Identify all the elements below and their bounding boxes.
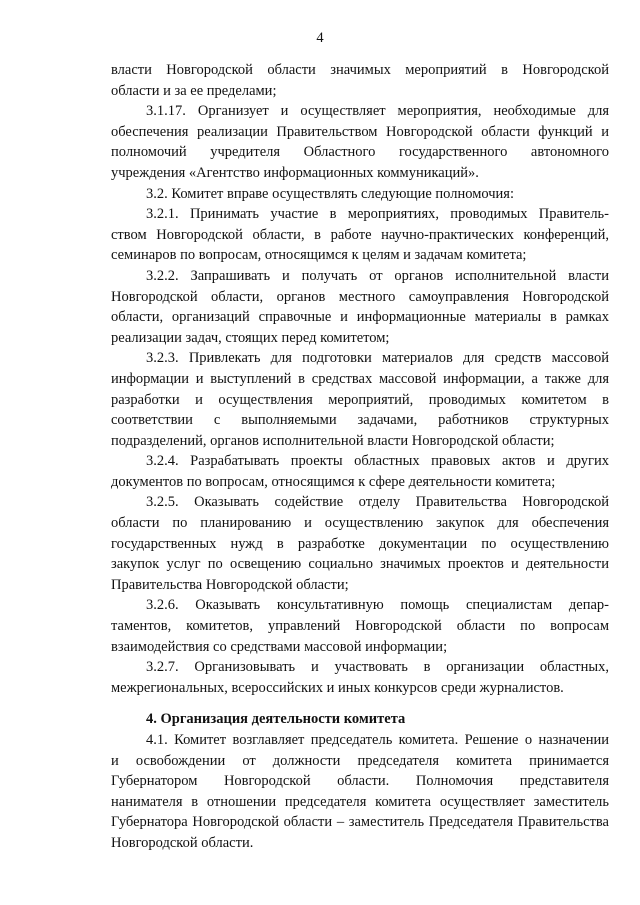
section-4-text	[111, 730, 609, 854]
text-line: 3.2.4. Разрабатывать проекты областных правовых актов и других	[146, 453, 609, 470]
text-line: и освобождении от должности председателя комитета принимается	[111, 752, 609, 769]
text-line: Новгородской области.	[111, 834, 254, 851]
text-line: 3.2.5. Оказывать содействие отделу Правительства Новгородской	[146, 494, 609, 511]
text-line: соответствии с выполняемыми задачами, работников структурных	[111, 412, 609, 429]
text-line: реализации задач, стоящих перед комитетом;	[111, 329, 390, 346]
text-line: 3.2.3. Привлекать для подготовки материалов для средств массовой	[146, 350, 609, 367]
text-line: закупок услуг по освещению социально значимых проектов и деятельности	[111, 556, 609, 573]
text-line: Новгородской области, органов местного самоуправления Новгородской	[111, 288, 609, 305]
text-line: Губернатором Новгородской области. Полномочия представителя	[111, 773, 609, 790]
section-4-heading: 4. Организация деятельности комитета	[146, 711, 406, 728]
text-line: учреждения «Агентство информационных коммуникаций».	[111, 164, 479, 181]
text-line: Правительства Новгородской области;	[111, 576, 349, 593]
section-gap	[111, 698, 609, 709]
text-line: области, организаций справочные и информационные материалы в рамках	[111, 309, 609, 326]
text-line: семинаров по вопросам, относящимся к целям и задачам комитета;	[111, 247, 527, 264]
text-line: межрегиональных, всероссийских и иных конкурсов среди журналистов.	[111, 679, 564, 696]
text-line: взаимодействия со средствами массовой информации;	[111, 638, 448, 655]
text-line: обеспечения реализации Правительством Новгородской области функций и	[111, 123, 609, 140]
text-line: 3.2.1. Принимать участие в мероприятиях, проводимых Правитель-	[146, 206, 609, 223]
text-line: 3.2.7. Организовывать и участвовать в организации областных,	[146, 659, 609, 676]
text-line: информации и выступлений в средствах массовой информации, а также для	[111, 370, 609, 387]
text-line: разработки и осуществления мероприятий, проводимых комитетом в	[111, 391, 609, 408]
text-line: подразделений, органов исполнительной власти Новгородской области;	[111, 432, 555, 449]
section-3-text	[111, 60, 609, 698]
text-line: области по планированию и осуществлению закупок для обеспечения	[111, 515, 609, 532]
text-line: области и за ее пределами;	[111, 82, 277, 99]
text-line: полномочий учредителя Областного государственного автономного	[111, 144, 609, 161]
page-number: 4	[316, 30, 324, 46]
text-line: Губернатора Новгородской области – заместитель Председателя Правительства	[111, 814, 609, 831]
text-line: власти Новгородской области значимых мероприятий в Новгородской	[111, 62, 609, 78]
text-line: документов по вопросам, относящимся к сфере деятельности комитета;	[111, 473, 556, 490]
text-line: 3.2.2. Запрашивать и получать от органов исполнительной власти	[146, 267, 609, 284]
text-line: 4.1. Комитет возглавляет председатель комитета. Решение о назначении	[146, 732, 609, 748]
text-line: ством Новгородской области, в работе научно-практических конференций,	[111, 226, 609, 243]
text-line: таментов, комитетов, управлений Новгородской области по вопросам	[111, 618, 609, 635]
text-line: государственных нужд в разработке документации по осуществлению	[111, 535, 609, 552]
text-line: 3.1.17. Организует и осуществляет мероприятия, необходимые для	[146, 103, 609, 120]
text-line: нанимателя в отношении председателя комитета осуществляет заместитель	[111, 793, 609, 810]
text-line: 3.2. Комитет вправе осуществлять следующие полномочия:	[146, 185, 515, 202]
document-body	[111, 60, 609, 854]
text-line: 3.2.6. Оказывать консультативную помощь специалистам депар-	[146, 597, 609, 614]
